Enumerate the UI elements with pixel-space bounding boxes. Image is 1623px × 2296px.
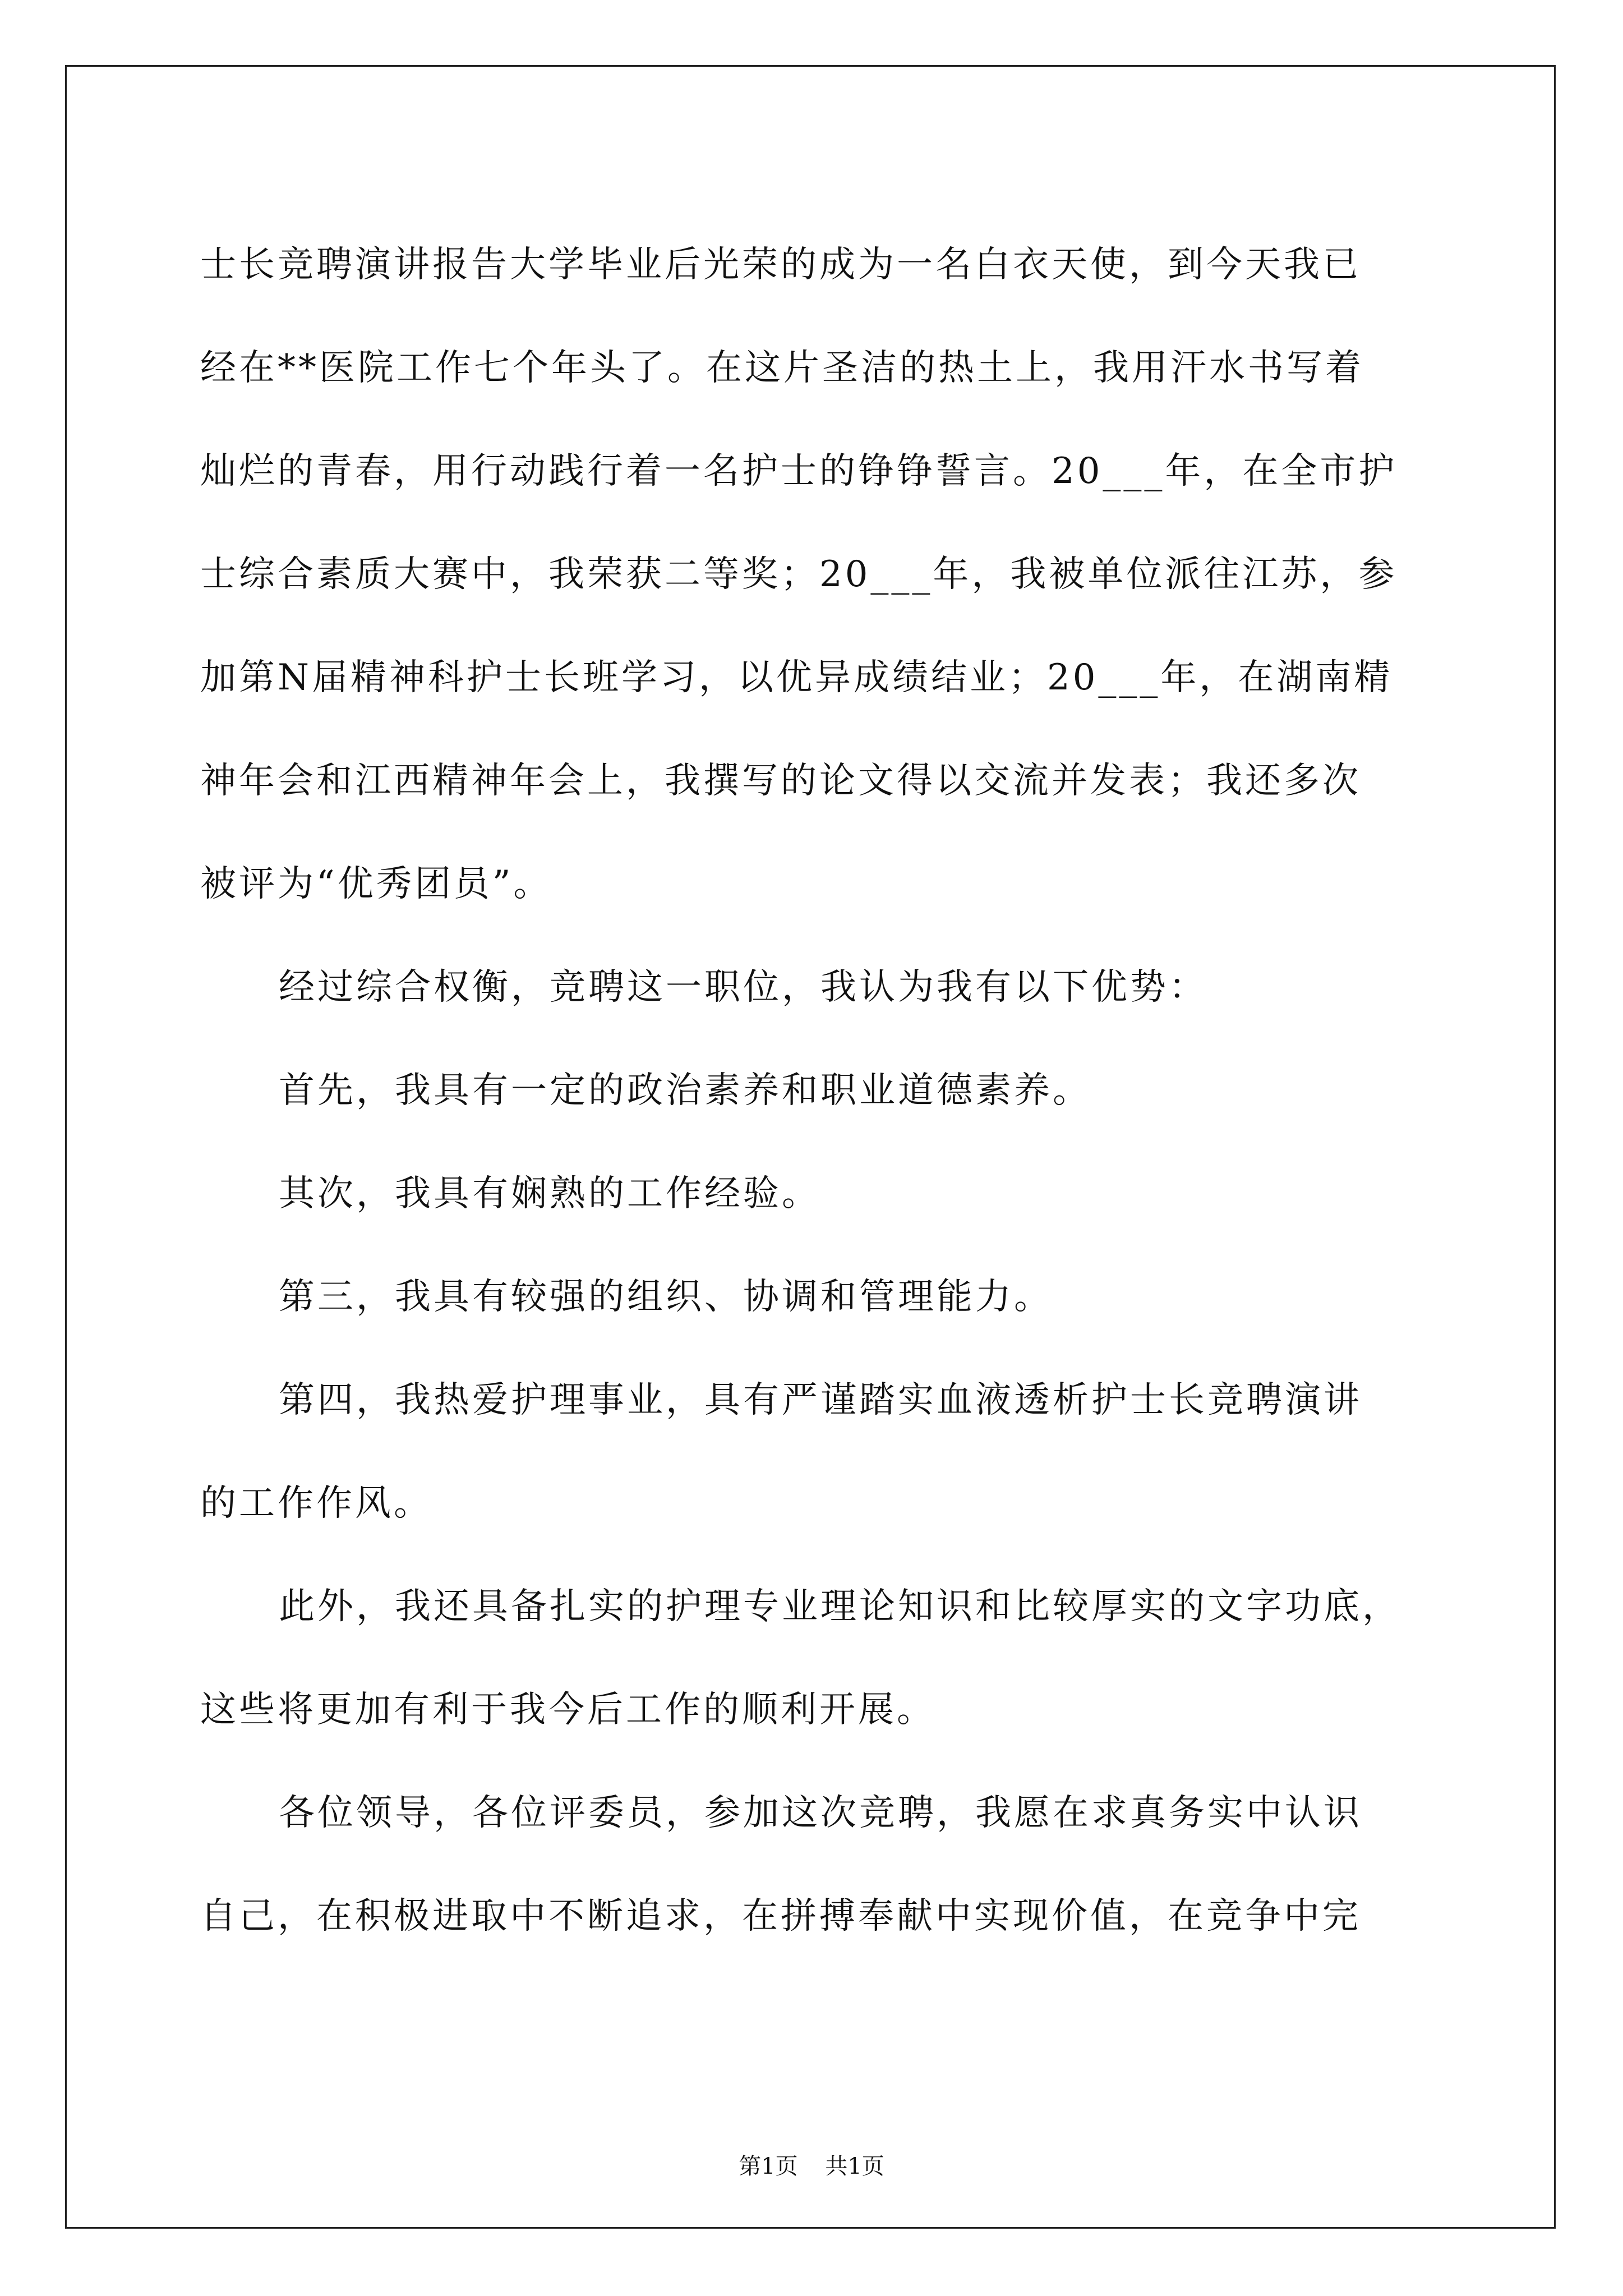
text-line: 经过综合权衡，竞聘这一职位，我认为我有以下优势： — [279, 967, 1207, 1008]
text-line: 的工作作风。 — [200, 1483, 432, 1524]
text-line: 士综合素质大赛中，我荣获二等奖；20___年，我被单位派往江苏，参 — [200, 554, 1398, 595]
text-line: 士长竞聘演讲报告大学毕业后光荣的成为一名白衣天使，到今天我已 — [200, 244, 1361, 286]
text-line: 各位领导，各位评委员，参加这次竞聘，我愿在求真务实中认识 — [279, 1792, 1362, 1834]
page-number-current: 第1页 — [739, 2154, 798, 2179]
text-line: 这些将更加有利于我今后工作的顺利开展。 — [200, 1689, 935, 1731]
text-line: 灿烂的青春，用行动践行着一名护士的铮铮誓言。20___年，在全市护 — [200, 450, 1398, 492]
text-line: 被评为“优秀团员”。 — [200, 863, 552, 905]
text-line: 第四，我热爱护理事业，具有严谨踏实血液透析护士长竞聘演讲 — [279, 1379, 1362, 1421]
text-line: 经在**医院工作七个年头了。在这片圣洁的热土上，我用汗水书写着 — [200, 347, 1364, 389]
text-line: 此外，我还具备扎实的护理专业理论知识和比较厚实的文字功底， — [279, 1586, 1401, 1627]
page-footer — [0, 2148, 1623, 2180]
text-line: 其次，我具有娴熟的工作经验。 — [279, 1173, 820, 1214]
text-line: 第三，我具有较强的组织、协调和管理能力。 — [279, 1276, 1053, 1318]
text-line: 自己，在积极进取中不断追求，在拼搏奉献中实现价值，在竞争中完 — [200, 1895, 1361, 1937]
text-line: 加第N届精神科护士长班学习，以优异成绩结业；20___年，在湖南精 — [200, 657, 1393, 698]
text-line: 首先，我具有一定的政治素养和职业道德素养。 — [279, 1070, 1091, 1111]
page-number-total: 共1页 — [825, 2154, 884, 2179]
document-body — [200, 213, 1451, 1968]
text-line: 神年会和江西精神年会上，我撰写的论文得以交流并发表；我还多次 — [200, 760, 1361, 802]
